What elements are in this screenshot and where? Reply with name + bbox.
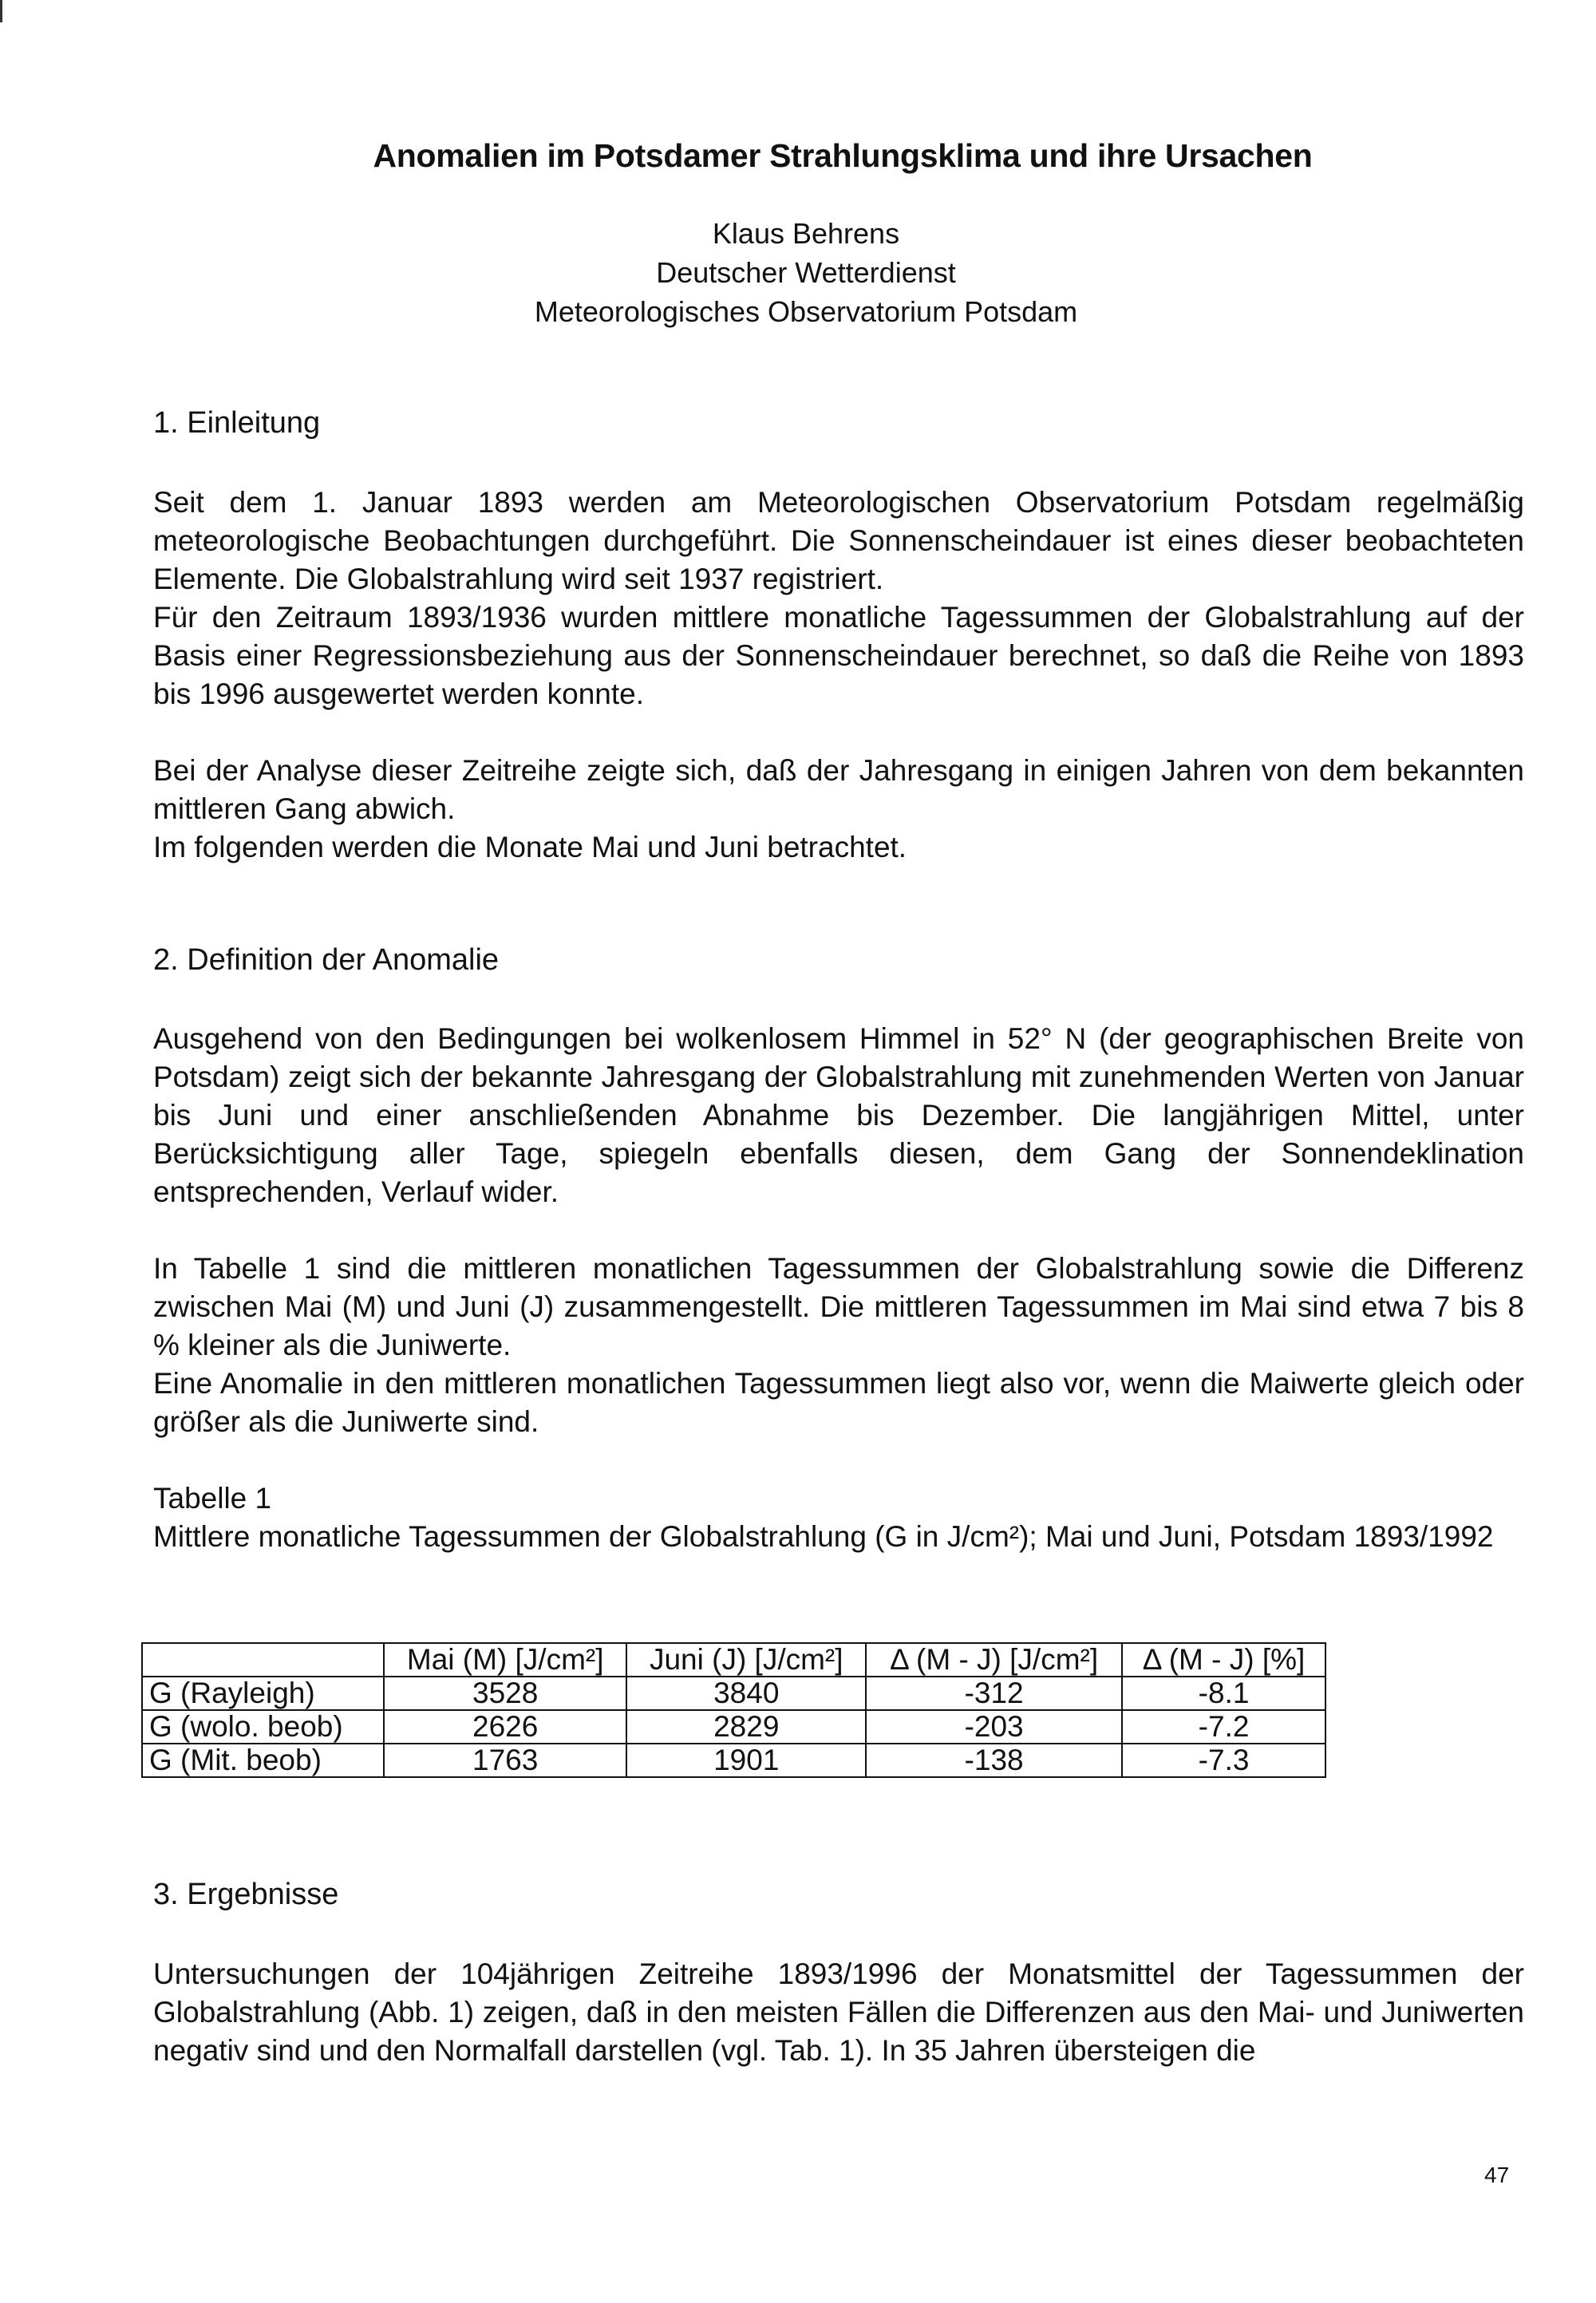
table-header-juni: Juni (J) [J/cm²] bbox=[626, 1643, 866, 1677]
table-cell: -8.1 bbox=[1122, 1677, 1325, 1710]
table-row bbox=[142, 1710, 1325, 1744]
section-1-body-2 bbox=[153, 752, 1524, 867]
table-row bbox=[142, 1677, 1325, 1710]
section-2-body bbox=[153, 1020, 1524, 1211]
table-cell: G (wolo. beob) bbox=[142, 1710, 384, 1744]
section-2-body-2 bbox=[153, 1250, 1524, 1441]
table-cell: -203 bbox=[866, 1710, 1122, 1744]
scan-edge-mark bbox=[0, 0, 2, 22]
table-header-blank bbox=[142, 1643, 384, 1677]
table-cell: -138 bbox=[866, 1744, 1122, 1777]
page-number: 47 bbox=[1484, 2163, 1510, 2187]
section-3-heading: 3. Ergebnisse bbox=[153, 1878, 339, 1911]
section-3-paragraph-1: Untersuchungen der 104jährigen Zeitreihe 1893/1996 der Monatsmittel der Tagessummen der Globalstrahlung (Abb. 1) zeigen, daß in den meisten Fällen die Differenzen aus den Mai- und Juniwerten negativ sind und den Normalfall darstellen (vgl. Tab. 1). In 35 Jahren übersteigen die bbox=[153, 1957, 1524, 2067]
section-2-paragraph-1: Ausgehend von den Bedingungen bei wolkenlosem Himmel in 52° N (der geographischen Breite von Potsdam) zeigt sich der bekannte Jahresgang der Globalstrahlung mit zunehmenden Werten von Januar bis Juni und einer anschließenden Abnahme bis Dezember. Die langjährigen Mittel, unter Berücksichtigung aller Tage, spiegeln ebenfalls diesen, dem Gang der Sonnendeklination entsprechenden, Verlauf wider. bbox=[153, 1022, 1524, 1208]
table-cell: -7.2 bbox=[1122, 1710, 1325, 1744]
author-org-2: Meteorologisches Observatorium Potsdam bbox=[534, 295, 1078, 328]
table-cell: G (Rayleigh) bbox=[142, 1677, 384, 1710]
section-1-paragraph-2: Für den Zeitraum 1893/1936 wurden mittlere monatliche Tagessummen der Globalstrahlung auf der Basis einer Regressionsbeziehung aus der Sonnenscheindauer berechnet, so daß die Reihe von 1893 bis 1996 ausgewertet werden konnte. bbox=[153, 601, 1524, 710]
section-2-paragraph-3: Eine Anomalie in den mittleren monatlichen Tagessummen liegt also vor, wenn die Maiwerte gleich oder größer als die Juniwerte sind. bbox=[153, 1367, 1524, 1438]
table-header-row bbox=[142, 1643, 1325, 1677]
paper-title: Anomalien im Potsdamer Strahlungsklima und ihre Ursachen bbox=[373, 137, 1313, 174]
section-1-body bbox=[153, 484, 1524, 713]
section-1-paragraph-3: Bei der Analyse dieser Zeitreihe zeigte sich, daß der Jahresgang in einigen Jahren von dem bekannten mittleren Gang abwich. bbox=[153, 754, 1524, 825]
table-cell: 3840 bbox=[626, 1677, 866, 1710]
author-org-1: Deutscher Wetterdienst bbox=[656, 256, 956, 289]
table-cell: -7.3 bbox=[1122, 1744, 1325, 1777]
table-cell: 1763 bbox=[384, 1744, 626, 1777]
table-header-mai: Mai (M) [J/cm²] bbox=[384, 1643, 626, 1677]
table-1-label: Tabelle 1 bbox=[153, 1482, 272, 1515]
table-cell: -312 bbox=[866, 1677, 1122, 1710]
section-2-paragraph-2: In Tabelle 1 sind die mittleren monatlichen Tagessummen der Globalstrahlung sowie die Differenz zwischen Mai (M) und Juni (J) zusammengestellt. Die mittleren Tagessummen im Mai sind etwa 7 bis 8 % kleiner als die Juniwerte. bbox=[153, 1252, 1524, 1361]
section-1-heading: 1. Einleitung bbox=[153, 406, 321, 440]
table-header-delta-pct: Δ (M - J) [%] bbox=[1122, 1643, 1325, 1677]
author-name: Klaus Behrens bbox=[712, 217, 900, 250]
table-cell: 2829 bbox=[626, 1710, 866, 1744]
table-1 bbox=[141, 1642, 1326, 1778]
table-row bbox=[142, 1744, 1325, 1777]
table-cell: 1901 bbox=[626, 1744, 866, 1777]
table-header-delta-abs: Δ (M - J) [J/cm²] bbox=[866, 1643, 1122, 1677]
section-1-paragraph-4: Im folgenden werden die Monate Mai und Juni betrachtet. bbox=[153, 831, 907, 863]
table-cell: G (Mit. beob) bbox=[142, 1744, 384, 1777]
table-cell: 2626 bbox=[384, 1710, 626, 1744]
section-1-paragraph-1: Seit dem 1. Januar 1893 werden am Meteorologischen Observatorium Potsdam regelmäßig meteorologische Beobachtungen durchgeführt. Die Sonnenscheindauer ist eines dieser beobachteten Elemente. Die Globalstrahlung wird seit 1937 registriert. bbox=[153, 486, 1524, 595]
table-cell: 3528 bbox=[384, 1677, 626, 1710]
section-3-body bbox=[153, 1955, 1524, 2070]
table-1-caption: Mittlere monatliche Tagessummen der Globalstrahlung (G in J/cm²); Mai und Juni, Potsdam 1893/1992 bbox=[153, 1520, 1494, 1553]
section-2-heading: 2. Definition der Anomalie bbox=[153, 943, 500, 977]
